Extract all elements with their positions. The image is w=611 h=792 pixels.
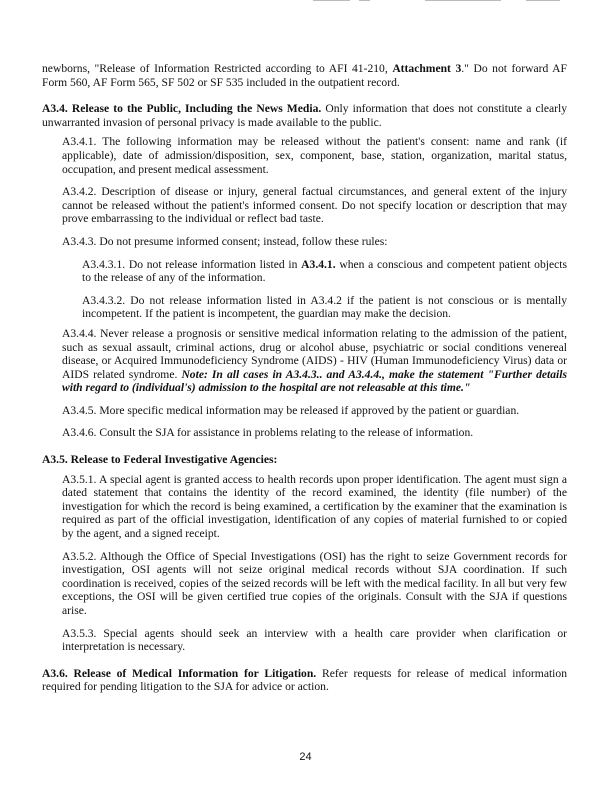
- note-text: Note: In all cases in A3.4.3.. and A3.4.4., make the statement "Further details with regard to (individual's) admission to the hospital are not releasable at this time.": [62, 367, 567, 395]
- paragraph-a3-4-3: A3.4.3. Do not presume informed consent; instead, follow these rules:: [62, 234, 388, 248]
- scan-artifact: [526, 0, 560, 1]
- paragraph-a3-4-6: A3.4.6. Consult the SJA for assistance in problems relating to the release of information.: [62, 426, 474, 440]
- paragraph-a3-5-2: A3.5.2. Although the Office of Special Investigations (OSI) has the right to seize Government records for investigation, OSI agents will not seize original medical records without SJA coordination. If such coordination is received, copies of the seized records will be left with the medical facility. In all but very few exceptions, the OSI will be given certified true copies of the originals. Consult with the SJA if questions arise.: [62, 549, 568, 617]
- page-number: 24: [299, 751, 312, 763]
- intro-paragraph: newborns, "Release of Information Restricted according to AFI 41-210, Attachment 3." Do not forward AF Form 560, AF Form 565, SF 502 or SF 535 included in the outpatient record.: [42, 62, 567, 89]
- paragraph-a3-4-3-1: A3.4.3.1. Do not release information listed in A3.4.1. when a conscious and competent patient objects to the release of any of the information.: [82, 257, 567, 285]
- section-a3-6: A3.6. Release of Medical Information for Litigation. Refer requests for release of medical information required for pending litigation to the SJA for advice or action.: [42, 666, 567, 694]
- paragraph-a3-4-5: A3.4.5. More specific medical information may be released if approved by the patient or guardian.: [62, 403, 520, 417]
- scan-artifact: [359, 0, 370, 1]
- paragraph-a3-5-3: A3.5.3. Special agents should seek an interview with a health care provider when clarification or interpretation is necessary.: [62, 626, 567, 654]
- paragraph-a3-5-1: A3.5.1. A special agent is granted access to health records upon proper identification. The agent must sign a dated statement that contains the identity of the record examined, the identity (file number) of the investigation for which the record is being examined, a certification by the examiner that the examination is required as part of the official investigation, identification of any copies of material furnished to or copied by the agent, and a signed receipt.: [62, 472, 567, 541]
- paragraph-a3-4-3-2: A3.4.3.2. Do not release information listed in A3.4.2 if the patient is not conscious or is mentally incompetent. If the patient is incompetent, the guardian may make the decision.: [82, 293, 567, 321]
- section-a3-5-heading: A3.5. Release to Federal Investigative Agencies:: [42, 453, 278, 467]
- section-a3-4: A3.4. Release to the Public, Including the News Media. Only information that does not constitute a clearly unwarranted invasion of personal privacy is made available to the public.: [42, 102, 567, 129]
- paragraph-a3-4-1: A3.4.1. The following information may be released without the patient's consent: name and rank (if applicable), date of admission/disposition, sex, component, base, station, organization, marital status, occupation, and present medical assessment.: [62, 135, 567, 176]
- scan-artifact: [425, 0, 501, 1]
- section-heading: A3.4. Release to the Public, Including the News Media.: [42, 102, 322, 116]
- paragraph-a3-4-2: A3.4.2. Description of disease or injury, general factual circumstances, and general extent of the injury cannot be released without the patient's informed consent. Do not specify location or description that may prove embarrassing to the individual or reflect bad taste.: [62, 185, 567, 226]
- document-page: [42, 62, 567, 694]
- section-heading: A3.6. Release of Medical Information for Litigation.: [42, 666, 317, 680]
- paragraph-a3-4-4: A3.4.4. Never release a prognosis or sensitive medical information relating to the admission of the patient, such as sexual assault, criminal actions, drug or alcohol abuse, psychiatric or social conditions venereal disease, or Acquired Immunodeficiency Syndrome (AIDS) - HIV (Human Immunodeficiency Virus) data or AIDS related syndrome. Note: In all cases in A3.4.3.. and A3.4.4., make the statement "Further details with regard to (individual's) admission to the hospital are not releasable at this time.": [62, 326, 567, 395]
- attachment-ref: Attachment 3: [392, 62, 462, 75]
- scan-artifact: [313, 0, 350, 1]
